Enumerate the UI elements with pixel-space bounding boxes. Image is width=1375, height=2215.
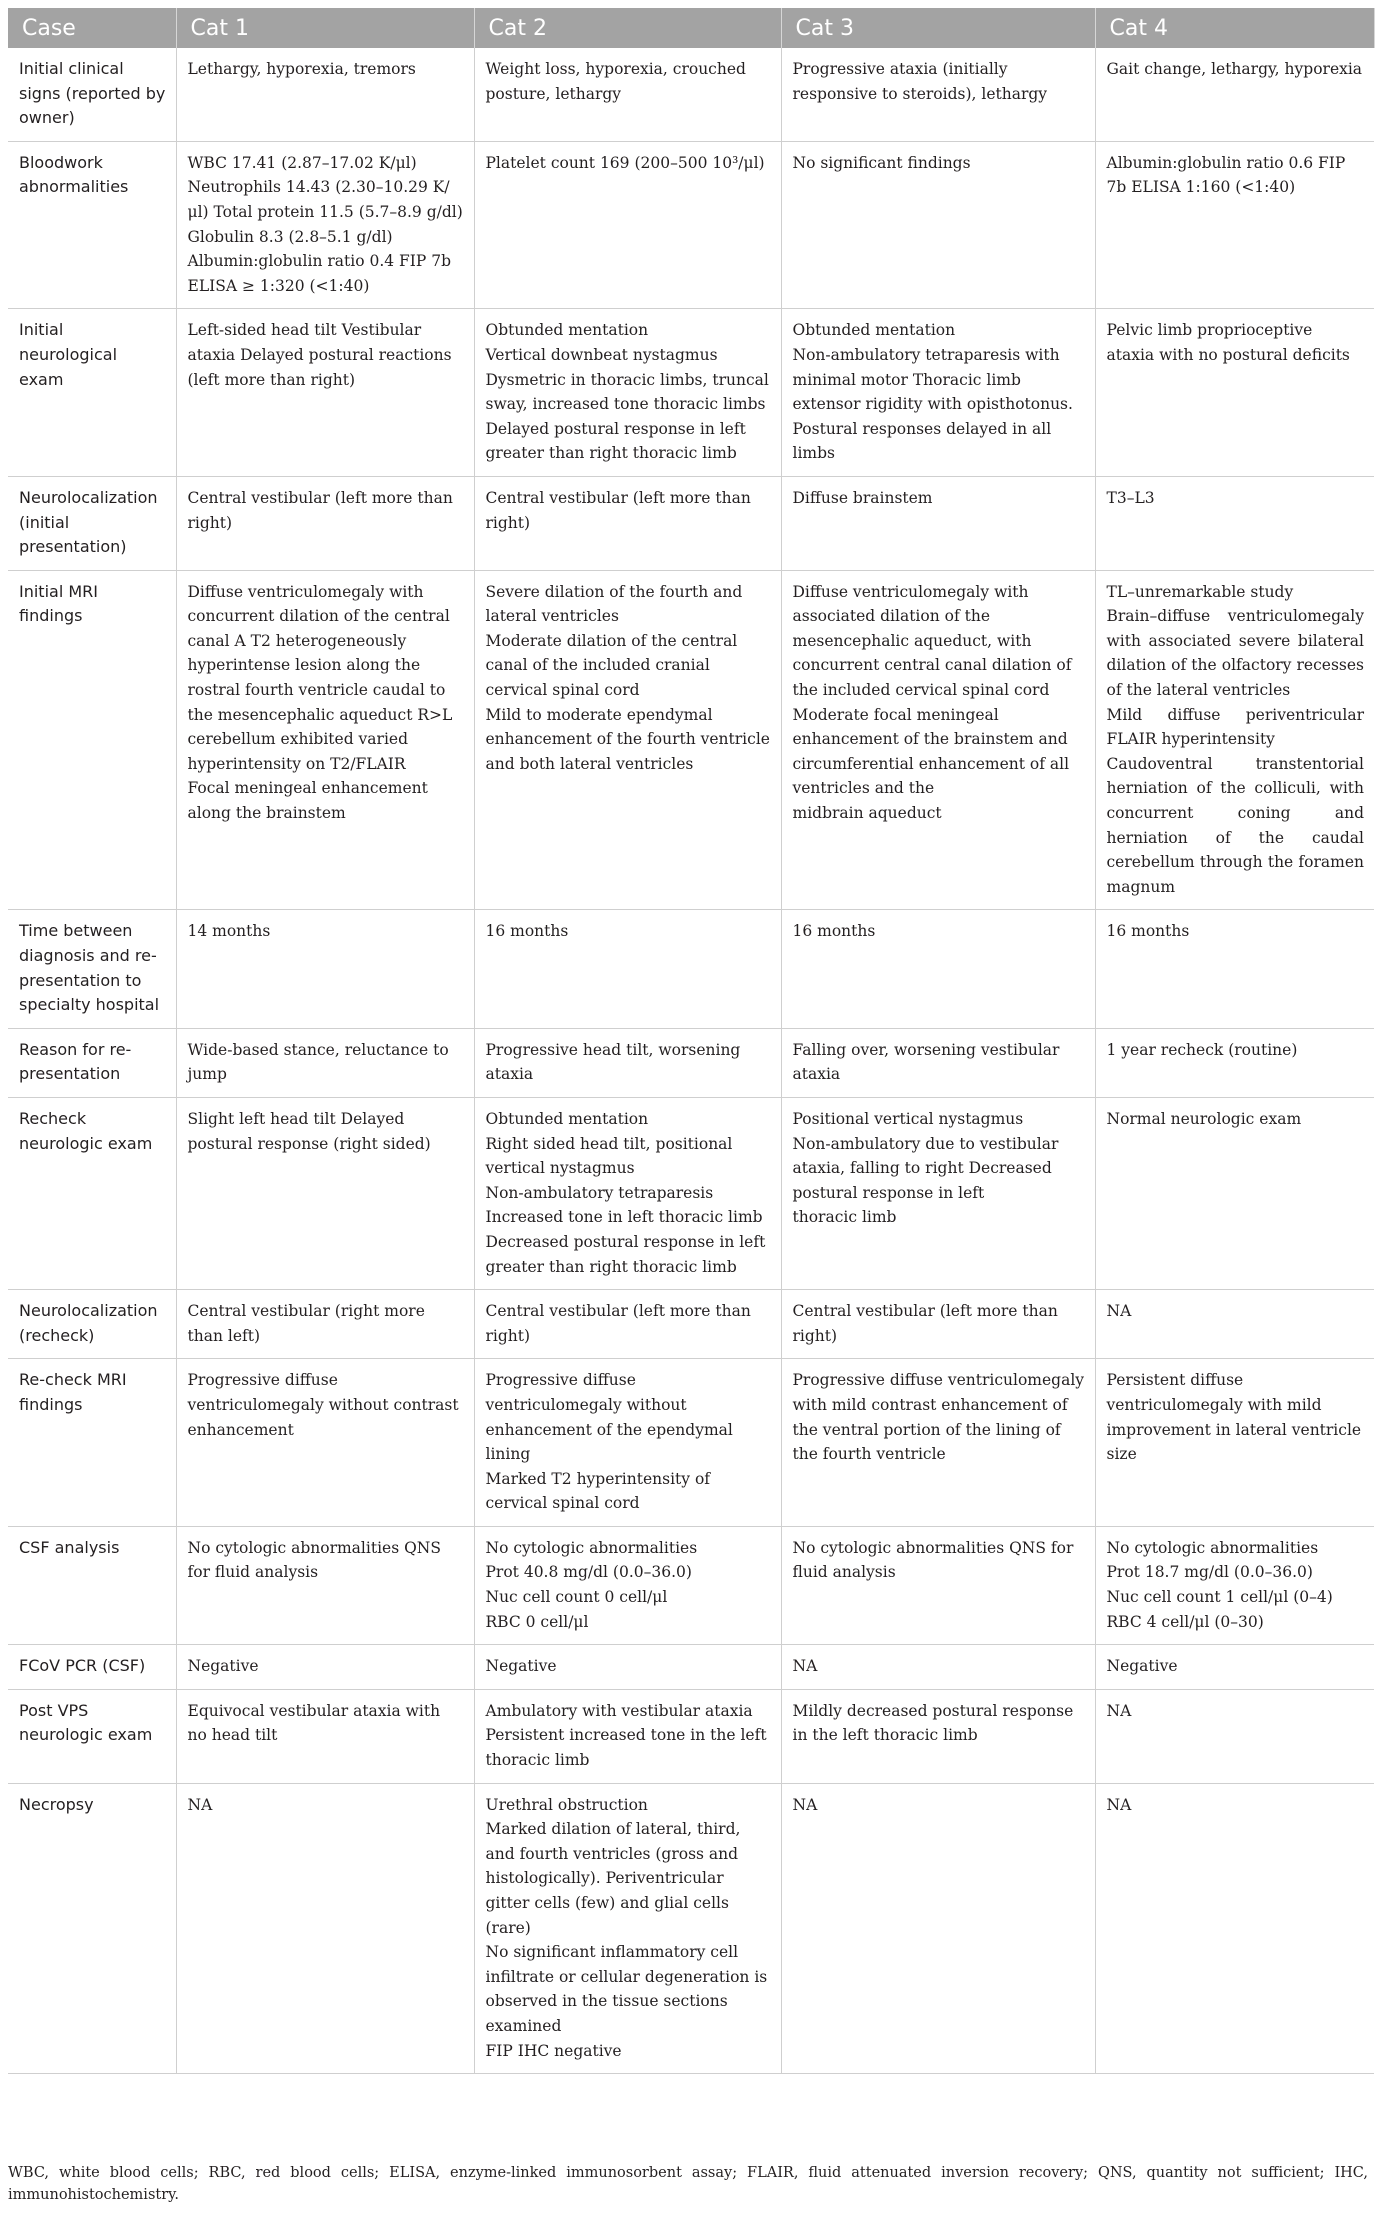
cell-line: Central vestibular (left more than right) [187, 488, 453, 532]
table-cell-cat-4 [1095, 570, 1374, 910]
table-cell-cat-2 [474, 1290, 781, 1359]
table-cell-cat-2 [474, 141, 781, 309]
table-cell-cat-2 [474, 1645, 781, 1690]
cell-line: Prot 40.8 mg/dl (0.0–36.0) [485, 1563, 692, 1582]
cell-line: Obtunded mentation [792, 321, 956, 340]
table-cell-cat-2 [474, 1783, 781, 2074]
table-cell-cat-2 [474, 1526, 781, 1644]
cell-line: Progressive diffuse ventriculomegaly with mild contrast enhancement of the ventral portion of the lining of the fourth ventricle [792, 1371, 1085, 1464]
table-cell-cat-2 [474, 476, 781, 570]
cell-line: Central vestibular (left more than right) [485, 1302, 751, 1345]
table-cell-cat-4 [1095, 1097, 1374, 1289]
cell-line: midbrain aqueduct [792, 804, 942, 823]
cell-line: Persistent increased tone in the left thoracic limb [485, 1726, 767, 1770]
table-cell-cat-1 [176, 1359, 474, 1527]
cell-line: Progressive ataxia (initially responsive to steroids), lethargy [792, 60, 1048, 103]
table-cell-cat-3 [781, 1783, 1095, 2074]
cell-line: Moderate dilation of the central canal of the included cranial cervical spinal cord [485, 631, 738, 700]
table-cell-cat-3 [781, 1526, 1095, 1644]
cell-line: No cytologic abnormalities [1106, 1538, 1319, 1557]
cell-line: Caudoventral transtentorial herniation of the colliculi, with concurrent coning and herniation of the caudal cerebellum through the foramen magnum [1106, 754, 1364, 896]
table-cell-cat-4 [1095, 476, 1374, 570]
table-cell-cat-4 [1095, 1290, 1374, 1359]
table-cell-cat-3 [781, 1359, 1095, 1527]
row-label: Bloodwork abnormalities [8, 141, 176, 309]
row-label: Reason for re-presentation [8, 1028, 176, 1097]
cell-line: Obtunded mentation [485, 1109, 649, 1128]
table-cell-cat-3 [781, 141, 1095, 309]
header-cell-cat-1: Cat 1 [176, 8, 474, 48]
table-cell-cat-3 [781, 570, 1095, 910]
table-cell-cat-4 [1095, 1028, 1374, 1097]
header-cell-cat-3: Cat 3 [781, 8, 1095, 48]
cell-line: Slight left head tilt Delayed postural response (right sided) [187, 1109, 431, 1153]
cell-line: Marked T2 hyperintensity of cervical spinal cord [485, 1469, 711, 1513]
table-cell-cat-1 [176, 476, 474, 570]
table-row [8, 570, 1374, 910]
cell-line: NA [1106, 1302, 1132, 1321]
table-cell-cat-1 [176, 1028, 474, 1097]
table-cell-cat-2 [474, 1028, 781, 1097]
cell-line: Mild diffuse periventricular FLAIR hyperintensity [1106, 705, 1364, 749]
table-cell-cat-4 [1095, 1645, 1374, 1690]
cell-line: Non-ambulatory tetraparesis with minimal motor Thoracic limb extensor rigidity with opisthotonus. [792, 345, 1073, 414]
header-cell-cat-2: Cat 2 [474, 8, 781, 48]
cell-line: Mild to moderate ependymal enhancement of the fourth ventricle and both lateral ventricles [485, 705, 770, 773]
cell-line: Pelvic limb proprioceptive ataxia with no postural deficits [1106, 321, 1350, 364]
table-cell-cat-1 [176, 141, 474, 309]
table-cell-cat-3 [781, 1028, 1095, 1097]
table-cell-cat-1 [176, 1290, 474, 1359]
table-row [8, 1783, 1374, 2074]
cell-line: Decreased postural response in left greater than right thoracic limb [485, 1232, 766, 1276]
row-label: Initial neurological exam [8, 309, 176, 477]
case-table-container [8, 8, 1374, 2074]
cell-line: Nuc cell count 1 cell/μl (0–4) [1106, 1588, 1333, 1607]
cell-line: FIP IHC negative [485, 2041, 622, 2060]
cell-line: NA [1106, 1795, 1132, 1814]
cell-line: Urethral obstruction [485, 1795, 648, 1814]
table-cell-cat-1 [176, 1783, 474, 2074]
table-cell-cat-4 [1095, 1526, 1374, 1644]
table-cell-cat-3 [781, 309, 1095, 477]
row-label: Neurolocalization (recheck) [8, 1290, 176, 1359]
table-cell-cat-4 [1095, 1783, 1374, 2074]
cell-line: Negative [1106, 1657, 1178, 1676]
cell-line: Delayed postural response in left greater than right thoracic limb [485, 419, 746, 463]
cell-line: NA [792, 1795, 818, 1814]
cell-line: RBC 4 cell/μl (0–30) [1106, 1612, 1264, 1631]
cell-line: No significant inflammatory cell infiltrate or cellular degeneration is observed in the tissue sections examined [485, 1943, 768, 2035]
row-label: Initial clinical signs (reported by owner) [8, 48, 176, 141]
table-row [8, 1097, 1374, 1289]
cell-line: Diffuse brainstem [792, 488, 933, 507]
header-cell-case: Case [8, 8, 176, 48]
table-row [8, 309, 1374, 477]
table-row [8, 1028, 1374, 1097]
row-label: Post VPS neurologic exam [8, 1689, 176, 1783]
table-row [8, 1290, 1374, 1359]
cell-line: Gait change, lethargy, hyporexia [1106, 60, 1363, 78]
cell-line: NA [1106, 1701, 1132, 1720]
table-cell-cat-4 [1095, 1359, 1374, 1527]
row-label: Time between diagnosis and re-presentation to specialty hospital [8, 910, 176, 1028]
cell-line: Prot 18.7 mg/dl (0.0–36.0) [1106, 1563, 1313, 1582]
cell-line: Platelet count 169 (200–500 10³/μl) [485, 153, 765, 172]
cell-line: Dysmetric in thoracic limbs, truncal sway, increased tone thoracic limbs [485, 370, 769, 414]
table-cell-cat-4 [1095, 1689, 1374, 1783]
cell-line: Positional vertical nystagmus [792, 1109, 1024, 1128]
cell-line: No cytologic abnormalities QNS for fluid analysis [187, 1538, 441, 1582]
cell-line: Falling over, worsening vestibular ataxia [792, 1040, 1060, 1084]
table-row [8, 910, 1374, 1028]
cell-line: Diffuse ventriculomegaly with associated dilation of the mesencephalic aqueduct, with concurrent central canal dilation of the included cervical spinal cord [792, 582, 1072, 700]
table-cell-cat-3 [781, 48, 1095, 141]
cell-line: 16 months [1106, 922, 1190, 941]
cell-line: Right sided head tilt, positional vertical nystagmus [485, 1134, 733, 1178]
table-row [8, 141, 1374, 309]
cell-line: Persistent diffuse ventriculomegaly with mild improvement in lateral ventricle size [1106, 1371, 1362, 1464]
cell-line: Wide-based stance, reluctance to jump [187, 1040, 449, 1084]
cell-line: Negative [187, 1657, 259, 1676]
cell-line: No cytologic abnormalities QNS for fluid analysis [792, 1538, 1074, 1582]
cell-line: 16 months [792, 922, 876, 941]
cell-line: TL–unremarkable study [1106, 582, 1294, 601]
table-cell-cat-2 [474, 1097, 781, 1289]
table-row [8, 476, 1374, 570]
cell-line: No significant findings [792, 153, 971, 172]
table-cell-cat-3 [781, 1097, 1095, 1289]
table-cell-cat-4 [1095, 910, 1374, 1028]
cell-line: Albumin:globulin ratio 0.6 FIP 7b ELISA 1:160 (<1:40) [1106, 153, 1346, 197]
row-label: Necropsy [8, 1783, 176, 2074]
cell-line: Ambulatory with vestibular ataxia [485, 1701, 753, 1720]
table-cell-cat-1 [176, 309, 474, 477]
cell-line: No cytologic abnormalities [485, 1538, 698, 1557]
cell-line: NA [187, 1795, 213, 1814]
table-cell-cat-2 [474, 570, 781, 910]
row-label: Recheck neurologic exam [8, 1097, 176, 1289]
cell-line: Diffuse ventriculomegaly with concurrent dilation of the central canal A T2 heterogeneously hyperintense lesion along the rostral fourth ventricle caudal to the mesencephalic aqueduct R>L cerebellum exhibited varied hyperintensity on T2/FLAIR [187, 582, 453, 773]
cell-line: Vertical downbeat nystagmus [485, 345, 718, 364]
cell-line: Increased tone in left thoracic limb [485, 1208, 763, 1227]
row-label: Neurolocalization (initial presentation) [8, 476, 176, 570]
cell-line: Normal neurologic exam [1106, 1109, 1302, 1128]
cell-line: Marked dilation of lateral, third, and fourth ventricles (gross and histologically). Periventricular gitter cells (few) and glial cells (rare) [485, 1820, 741, 1937]
table-cell-cat-1 [176, 910, 474, 1028]
cell-line: Non-ambulatory tetraparesis [485, 1183, 714, 1202]
table-cell-cat-3 [781, 1689, 1095, 1783]
table-row [8, 48, 1374, 141]
cell-line: Non-ambulatory due to vestibular ataxia, falling to right Decreased postural response in left [792, 1134, 1059, 1202]
cell-line: RBC 0 cell/μl [485, 1612, 589, 1631]
row-label: FCoV PCR (CSF) [8, 1645, 176, 1690]
table-cell-cat-3 [781, 476, 1095, 570]
table-cell-cat-2 [474, 48, 781, 141]
cell-line: Central vestibular (left more than right) [792, 1302, 1058, 1345]
cell-line: Focal meningeal enhancement along the brainstem [187, 779, 428, 823]
table-row [8, 1526, 1374, 1644]
cell-line: Weight loss, hyporexia, crouched posture, lethargy [485, 60, 746, 103]
cell-line: Central vestibular (right more than left) [187, 1302, 425, 1345]
cell-line: Equivocal vestibular ataxia with no head tilt [187, 1701, 441, 1745]
cell-line: thoracic limb [792, 1208, 897, 1227]
cell-line: Left-sided head tilt Vestibular ataxia Delayed postural reactions (left more than right) [187, 321, 452, 389]
table-cell-cat-2 [474, 1689, 781, 1783]
row-label: Re-check MRI findings [8, 1359, 176, 1527]
table-row [8, 1645, 1374, 1690]
cell-line: Progressive head tilt, worsening ataxia [485, 1040, 741, 1084]
table-cell-cat-1 [176, 1645, 474, 1690]
table-header-row [8, 8, 1374, 48]
cell-line: Mildly decreased postural response in the left thoracic limb [792, 1701, 1074, 1745]
cell-line: Brain–diffuse ventriculomegaly with associated severe bilateral dilation of the olfactory recesses of the lateral ventricles [1106, 607, 1364, 700]
cell-line: 14 months [187, 922, 271, 941]
cell-line: 16 months [485, 922, 569, 941]
table-cell-cat-1 [176, 48, 474, 141]
table-cell-cat-1 [176, 570, 474, 910]
cell-line: T3–L3 [1106, 488, 1155, 507]
cell-line: Progressive diffuse ventriculomegaly without enhancement of the ependymal lining [485, 1371, 733, 1464]
table-cell-cat-4 [1095, 141, 1374, 309]
cell-line: Severe dilation of the fourth and lateral ventricles [485, 582, 743, 626]
table-cell-cat-3 [781, 910, 1095, 1028]
cell-line: Negative [485, 1657, 557, 1676]
table-cell-cat-4 [1095, 309, 1374, 477]
cell-line: Lethargy, hyporexia, tremors [187, 60, 416, 78]
cell-line: Postural responses delayed in all limbs [792, 419, 1052, 463]
row-label: CSF analysis [8, 1526, 176, 1644]
table-cell-cat-1 [176, 1526, 474, 1644]
cell-line: Obtunded mentation [485, 321, 649, 340]
table-cell-cat-2 [474, 309, 781, 477]
cell-line: Central vestibular (left more than right) [485, 488, 751, 532]
table-cell-cat-2 [474, 910, 781, 1028]
table-cell-cat-4 [1095, 48, 1374, 141]
cell-line: 1 year recheck (routine) [1106, 1040, 1298, 1059]
case-comparison-table [8, 8, 1375, 2074]
table-cell-cat-1 [176, 1097, 474, 1289]
cell-line: NA [792, 1657, 818, 1676]
row-label: Initial MRI findings [8, 570, 176, 910]
cell-line: Moderate focal meningeal enhancement of the brainstem and circumferential enhancement of all ventricles and the [792, 705, 1070, 798]
cell-line: Progressive diffuse ventriculomegaly without contrast enhancement [187, 1371, 459, 1439]
table-cell-cat-2 [474, 1359, 781, 1527]
cell-line: WBC 17.41 (2.87–17.02 K/μl) Neutrophils 14.43 (2.30–10.29 K/μl) Total protein 11.5 (5.7–8.9 g/dl) Globulin 8.3 (2.8–5.1 g/dl) Albumin:globulin ratio 0.4 FIP 7b ELISA ≥ 1:320 (<1:40) [187, 153, 463, 295]
cell-line: Nuc cell count 0 cell/μl [485, 1588, 668, 1607]
table-cell-cat-3 [781, 1645, 1095, 1690]
table-cell-cat-1 [176, 1689, 474, 1783]
table-row [8, 1689, 1374, 1783]
table-footnote: WBC, white blood cells; RBC, red blood cells; ELISA, enzyme-linked immunosorbent assay; FLAIR, fluid attenuated inversion recovery; QNS, quantity not sufficient; IHC, immunohistochemistry. [8, 2165, 1368, 2203]
table-cell-cat-3 [781, 1290, 1095, 1359]
table-row [8, 1359, 1374, 1527]
header-cell-cat-4: Cat 4 [1095, 8, 1374, 48]
